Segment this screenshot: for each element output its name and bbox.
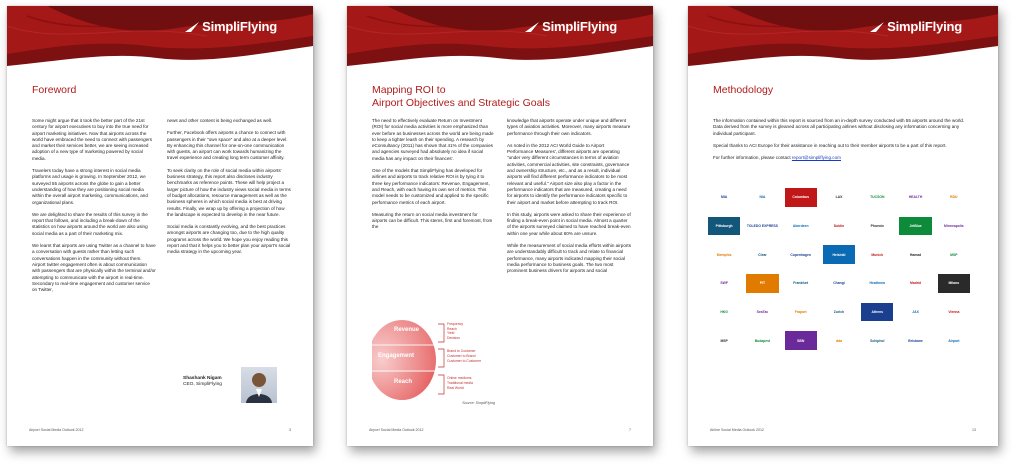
paragraph: To seek clarity on the role of social media within airports' business strategy, this report also discloses industry benchmarks as reference points. These will help project a larger picture of how the industry views social media in terms of budget allocations, resource management as well as the business spheres in which social media is best at driving results. Finally, we wrap up by offering a projection of how the landscape is expected to develop in the near future.: [167, 167, 291, 217]
airport-logo: TUCSON: [870, 195, 885, 200]
contact-prefix: For further information, please contact: [713, 155, 792, 161]
header-banner: [7, 6, 313, 66]
methodology-text: [713, 118, 975, 167]
paragraph: Travelers today have a strong interest in social media platforms and usage is growing. In September 2012, we surveyed 55 airports across the globe to gain a better understanding of how they are positioning social media within the overall airport marketing, communications, and organizational plans.: [32, 168, 148, 205]
body-column-right: [167, 118, 291, 262]
diagram-item: Online mediums: [447, 376, 472, 380]
page-title: Foreword: [32, 84, 77, 96]
diagram-level-items: [447, 376, 473, 390]
brand-name: SimpliFlying: [887, 19, 962, 34]
diagram-item: Decision: [447, 335, 461, 340]
airport-logo: Dublin: [833, 223, 845, 228]
airport-logo: HKG: [720, 309, 728, 314]
page-title: Methodology: [713, 84, 774, 96]
airport-logo: Helsinki: [823, 245, 855, 264]
page-title: [372, 84, 550, 110]
paragraph: Special thanks to ACI Europe for their assistance in reaching out to their member airports to be a part of this report.: [713, 142, 947, 148]
signature-name: Shashank Nigam: [183, 376, 222, 381]
paragraph: The need to effectively evaluate Return on Investment (ROI) for social media activities is more emphasized than ever before as businesses across the world are being made to keep a tighter leash on their spending. A research by eConsultancy (2011) has shown that 41% of the companies and agencies surveyed had absolutely no idea if social media has any impact on their finances'.: [372, 118, 494, 161]
airport-logo: Brisbane: [908, 338, 923, 343]
paragraph: Further, Facebook offers airports a chance to connect with passengers in their "own space" and also at a deeper level. By enhancing this channel for one-on-one communication with guests, an airport can work towards humanizing the travel experience and creating long term customer affinity.: [167, 130, 288, 161]
plane-icon: [870, 22, 884, 32]
airport-logo: Phoenix: [870, 223, 884, 228]
airport-logo: Minneapolis: [944, 223, 964, 228]
airport-logo: Pittsburgh: [708, 217, 740, 236]
paragraph: Some might argue that it took the better part of the 21st century for airport executives to buy into the true need for airport marketing initiatives. Now that airports across the world have embraced the need to connect with passengers and market their services better, we are seeing increased adoption of a new type of marketing powered by social media.: [32, 118, 153, 161]
airport-logo: Aberdeen: [792, 223, 809, 228]
paragraph: Measuring the return on social media investment for airports can be difficult. This stems, first and foremost, from the: [372, 211, 493, 230]
airport-logo: Munich: [871, 252, 884, 257]
airport-logo: SBN: [785, 331, 817, 350]
diagram-item: Real World: [447, 385, 464, 390]
brand-logo: [870, 19, 962, 34]
portrait-image: [241, 367, 277, 403]
airport-logo: MSP: [720, 338, 728, 343]
paragraph: In this study, airports were asked to share their experience of finding a break-even point in social media. Almost a quarter of the airports surveyed claimed to have reached break-even within one year while about 60% are unsure.: [507, 211, 631, 236]
paragraph: We learnt that airports are using Twitter as a channel to have a conversation with guests rather than letting such conversations happen in the community without them. Airport twitter engagement often is about communication with passengers that are physically within the terminal and/or attempting to communicate with the airport in real-time. Secondary to real-time engagement and customer service on Twitter,: [32, 243, 156, 293]
diagram-level-items: [447, 349, 481, 363]
airport-logo: JetBlue: [899, 217, 931, 236]
page-number: 3: [289, 428, 291, 432]
brand-name: SimpliFlying: [202, 19, 277, 34]
contact-email-link[interactable]: report@simpliflying.com: [791, 155, 841, 161]
airport-logo: Athens: [861, 303, 893, 322]
airport-logo: MSP: [950, 252, 958, 257]
page-title-line: Airport Objectives and Strategic Goals: [372, 97, 550, 109]
page-title-line: Mapping ROI to: [372, 84, 446, 96]
paragraph: We are delighted to share the results of this survey in the report that follows, and including a break-down of the statistics on how airports around the world are also using social media as a part of their marketing mix.: [32, 211, 148, 236]
airport-logo: MIA: [721, 195, 728, 200]
diagram-item: Yield: [447, 331, 455, 335]
airport-logo: Copenhagen: [790, 252, 811, 257]
brand-logo: [525, 19, 617, 34]
paragraph: Social media is constantly evolving, and the best practices amongst airports are changing too, due to the high quality programs across the world. We hope you enjoy reading this report and that it helps you to better plan your airport's social media strategy in the upcoming year.: [167, 224, 291, 255]
roi-diagram: [372, 318, 497, 408]
brand-logo: [185, 19, 277, 34]
page-footer: Airport Social Media Outlook 2012: [29, 428, 84, 432]
header-banner: [688, 6, 998, 66]
airport-logo: RDU: [950, 195, 958, 200]
airport-logo: SeaTac: [756, 309, 769, 314]
page-methodology: [688, 6, 998, 446]
diagram-level-label: Revenue: [394, 327, 420, 333]
airport-logo: JAX: [912, 309, 919, 314]
diagram-level-items: [447, 322, 463, 340]
contact-line: [713, 155, 975, 161]
page-foreword: [7, 6, 313, 446]
page-number: 13: [972, 428, 976, 432]
diagram-item: Customer to Brand: [447, 353, 476, 358]
airport-logo: HEALTH: [908, 195, 923, 200]
airport-logo: Changi: [833, 281, 845, 286]
airport-logo: NIA: [759, 195, 766, 200]
airport-logo: Frankfurt: [793, 281, 809, 286]
airport-logo: Airport: [948, 338, 960, 343]
diagram-source: Source: SimpliFlying: [462, 401, 495, 405]
airport-logo: Memphis: [716, 252, 732, 257]
brand-name: SimpliFlying: [542, 19, 617, 34]
airport-logo: SWF: [720, 281, 728, 286]
page-number: 7: [629, 428, 631, 432]
airport-logo: Milano: [938, 274, 970, 293]
paragraph: news and other content is being exchanged as well.: [167, 118, 273, 123]
diagram-item: Reach: [447, 326, 457, 331]
diagram-item: Traditional media: [447, 380, 473, 385]
airport-logo: Hamad: [909, 252, 922, 257]
airport-logo: LAX: [835, 195, 843, 200]
header-banner: [347, 6, 653, 66]
page-footer: Airport Social Media Outlook 2012: [369, 428, 424, 432]
airport-logo: Madrid: [910, 281, 922, 286]
body-column-right: [507, 118, 631, 281]
airport-logo: Clear: [758, 252, 767, 257]
airport-logo: dda: [835, 338, 842, 343]
page-mapping-roi: [347, 6, 653, 446]
airport-logo-grid: [706, 184, 974, 356]
diagram-item: Frequency: [447, 322, 464, 326]
airport-logo: Schiphol: [870, 338, 885, 343]
airport-logo: Vienna: [948, 309, 960, 314]
paragraph: The information contained within this report is sourced from an in-depth survey conducted with 55 airports around the world. Data derived from the survey is gleaned across all participating airlines without disclosing any information concerning any individual participant.: [713, 118, 965, 136]
signature-title: CEO, SimpliFlying: [183, 382, 222, 388]
signature: [183, 376, 243, 389]
body-column-left: [372, 118, 494, 237]
plane-icon: [525, 22, 539, 32]
airport-logo: Columbus: [785, 188, 817, 207]
paragraph: knowledge that airports operate under unique and different types of aviation activities. Moreover, many airports measure performance through their own indicators.: [507, 118, 631, 136]
paragraph: One of the models that SimpliFlying has developed for airlines and airports to track relative ROI is by tying it to three key performance indicators: Revenue, Engagement, and Reach, with each having its own set of metrics. This model needs to be customized and applied to the specific performance metrics of each airport.: [372, 168, 490, 205]
diagram-item: Customer to Customer: [447, 358, 482, 363]
diagram-item: Brand to Customer: [447, 349, 476, 353]
author-photo: [241, 367, 277, 403]
diagram-level-label: Reach: [394, 379, 413, 385]
page-footer: Airline Social Media Outlook 2012: [710, 428, 764, 432]
airport-logo: Heathrow: [869, 281, 885, 286]
plane-icon: [185, 22, 199, 32]
airport-logo: Budapest: [754, 338, 771, 343]
paragraph: While the measurement of social media efforts within airports are understandably difficult to track and relate to financial performance, many airports indicated mapping their social media performance to business goals. The two most prominent business drivers for airports and social: [507, 243, 631, 274]
diagram-level-label: Engagement: [378, 353, 415, 359]
airport-logo: PIT: [746, 274, 778, 293]
paragraph: As noted in the 2012 ACI World Guide to Airport Performance Measures', different airports are operating "under very different circumstances in terms of aviation activities, commercial activities, site constraints, governance and ownership structure, etc., and as a result, individual airports will find different performance indicators to be most relevant and useful." Airport size also play a factor in the performance indicators that are measured, creating a need for airports to identify the performance indicators specific to their airport and market before attempting to track ROI.: [507, 142, 630, 205]
airport-logo: Zurich: [833, 309, 845, 314]
airport-logo: TOLEDO EXPRESS: [746, 223, 778, 228]
airport-logo: Fraport: [794, 309, 807, 314]
body-column-left: [32, 118, 156, 299]
